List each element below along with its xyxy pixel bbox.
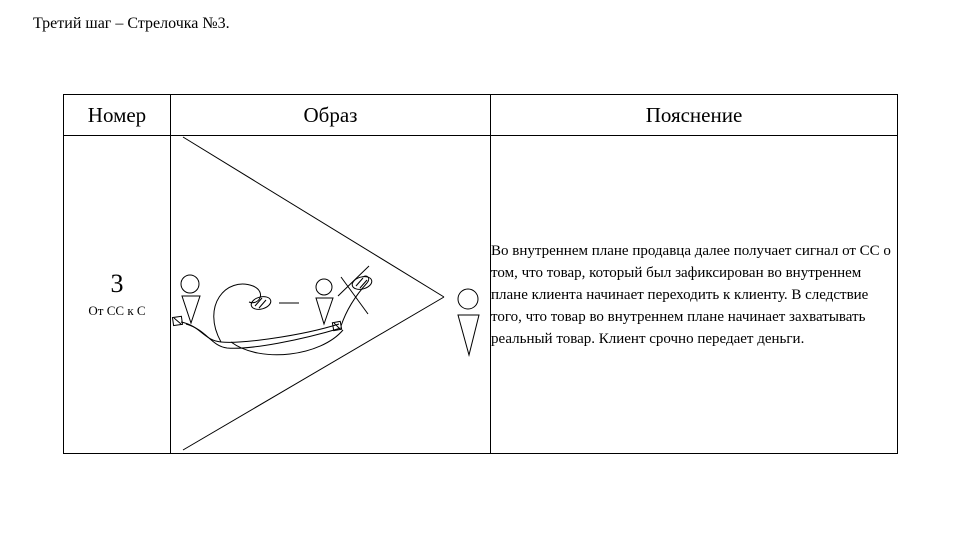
slide-title: Третий шаг – Стрелочка №3. bbox=[33, 15, 230, 32]
person-middle-icon bbox=[316, 279, 342, 331]
header-explanation: Пояснение bbox=[491, 95, 898, 136]
step-number: 3 bbox=[110, 268, 124, 298]
step-direction: От СС к С bbox=[88, 302, 146, 318]
number-cell bbox=[64, 136, 171, 454]
connection-curves bbox=[181, 266, 369, 355]
explanation-cell: Во внутреннем плане продавца далее получает сигнал от СС о том, что товар, который был зафиксирован во внутреннем плане клиента начинает переходить к клиенту. В следствие того, что товар во внутреннем плане начинает захватывать реальный товар. Клиент срочно передает деньги. bbox=[491, 136, 898, 454]
header-image: Образ bbox=[171, 95, 491, 136]
scheme-illustration bbox=[171, 136, 491, 454]
step-table bbox=[63, 94, 898, 454]
person-left-icon bbox=[172, 275, 200, 326]
header-number: Номер bbox=[64, 95, 171, 136]
goods-oval-right-icon bbox=[351, 275, 373, 292]
table-row bbox=[64, 136, 898, 454]
table-header-row bbox=[64, 95, 898, 136]
person-right-icon bbox=[458, 289, 479, 355]
image-cell bbox=[171, 136, 491, 454]
